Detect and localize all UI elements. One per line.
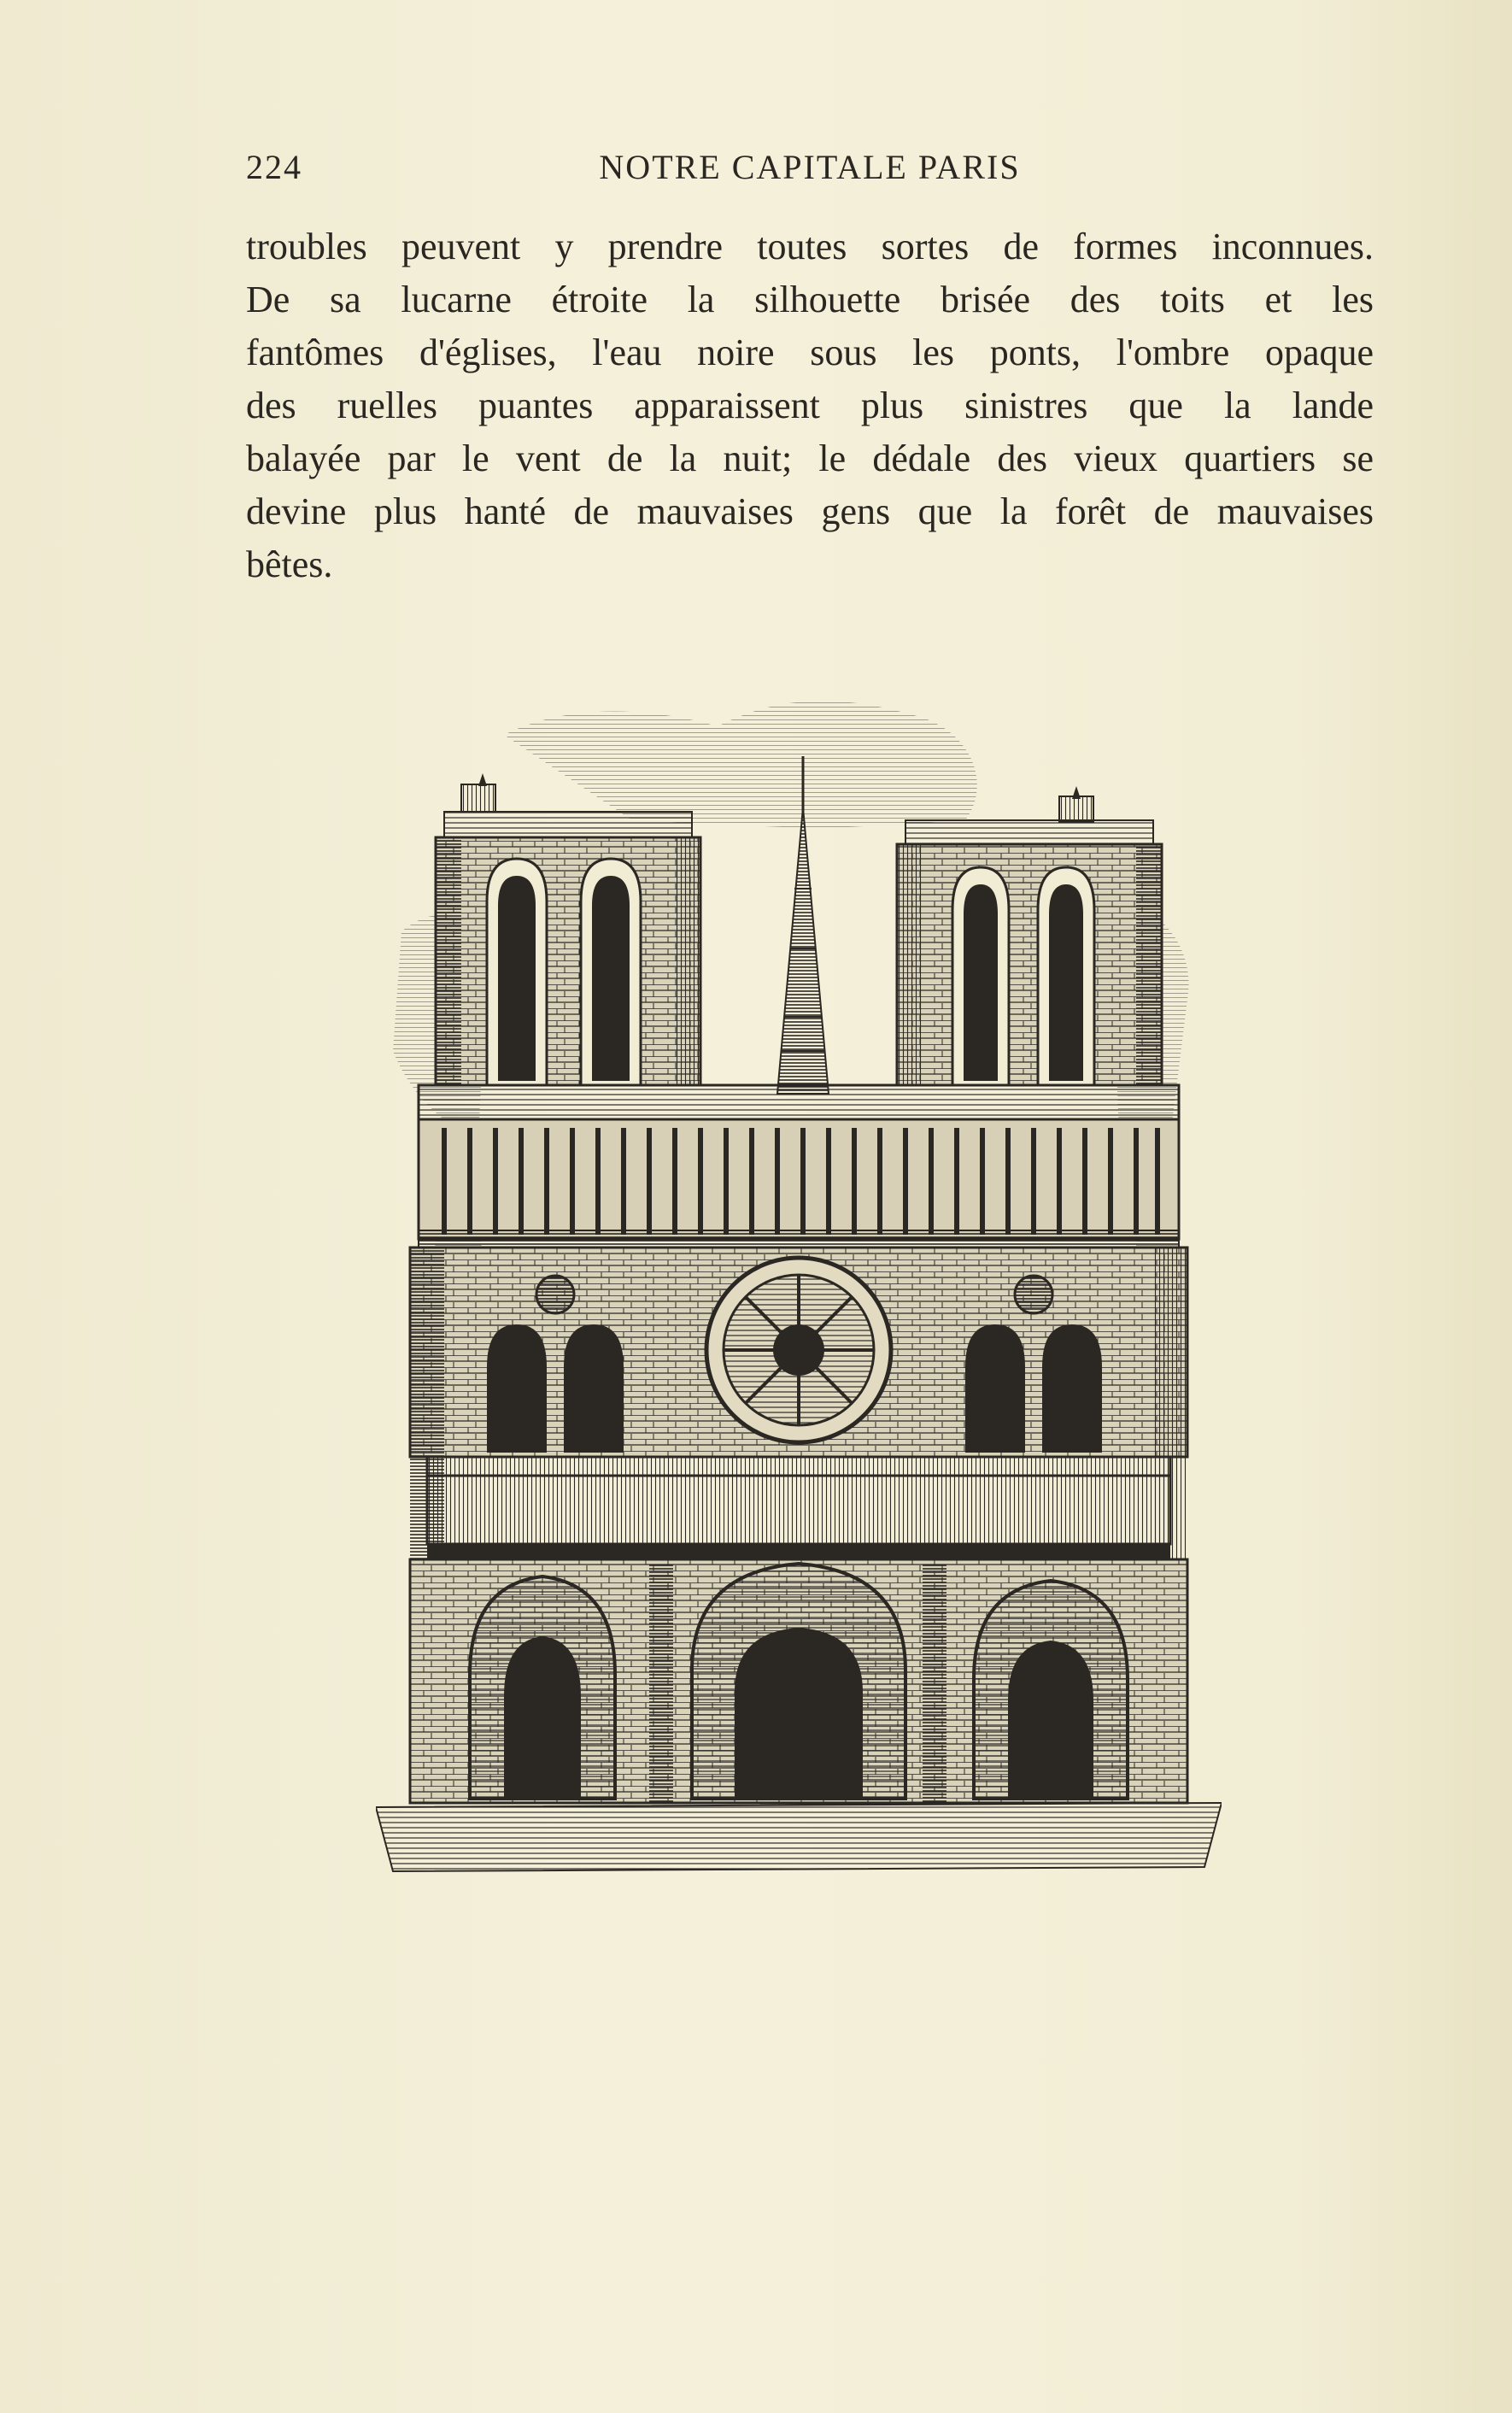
body-paragraph xyxy=(246,220,1374,591)
left-tower xyxy=(436,773,700,1085)
text-line: fantômes d'églises, l'eau noire sous les ponts, l'ombre opaque xyxy=(246,332,1374,373)
gallery-of-kings xyxy=(427,1457,1170,1559)
parvis-ground xyxy=(376,1803,1222,1871)
text-line: troubles peuvent y prendre toutes sortes de formes inconnues. xyxy=(246,226,1374,267)
portal-level xyxy=(410,1559,1187,1803)
text-line: De sa lucarne étroite la silhouette brisée des toits et les xyxy=(246,279,1374,320)
text-line: des ruelles puantes apparaissent plus sinistres que la lande xyxy=(246,385,1374,426)
cathedral-engraving xyxy=(376,692,1222,1974)
right-tower xyxy=(897,786,1162,1085)
text-line: bêtes. xyxy=(246,543,333,585)
cathedral-illustration xyxy=(376,692,1222,1974)
page-number: 224 xyxy=(246,148,302,186)
upper-gallery xyxy=(419,1085,1179,1248)
text-line: devine plus hanté de mauvaises gens que la forêt de mauvaises xyxy=(246,490,1374,532)
running-head xyxy=(246,147,1374,198)
running-title: NOTRE CAPITALE PARIS xyxy=(599,148,1021,186)
text-line: balayée par le vent de la nuit; le dédale des vieux quartiers se xyxy=(246,437,1374,479)
